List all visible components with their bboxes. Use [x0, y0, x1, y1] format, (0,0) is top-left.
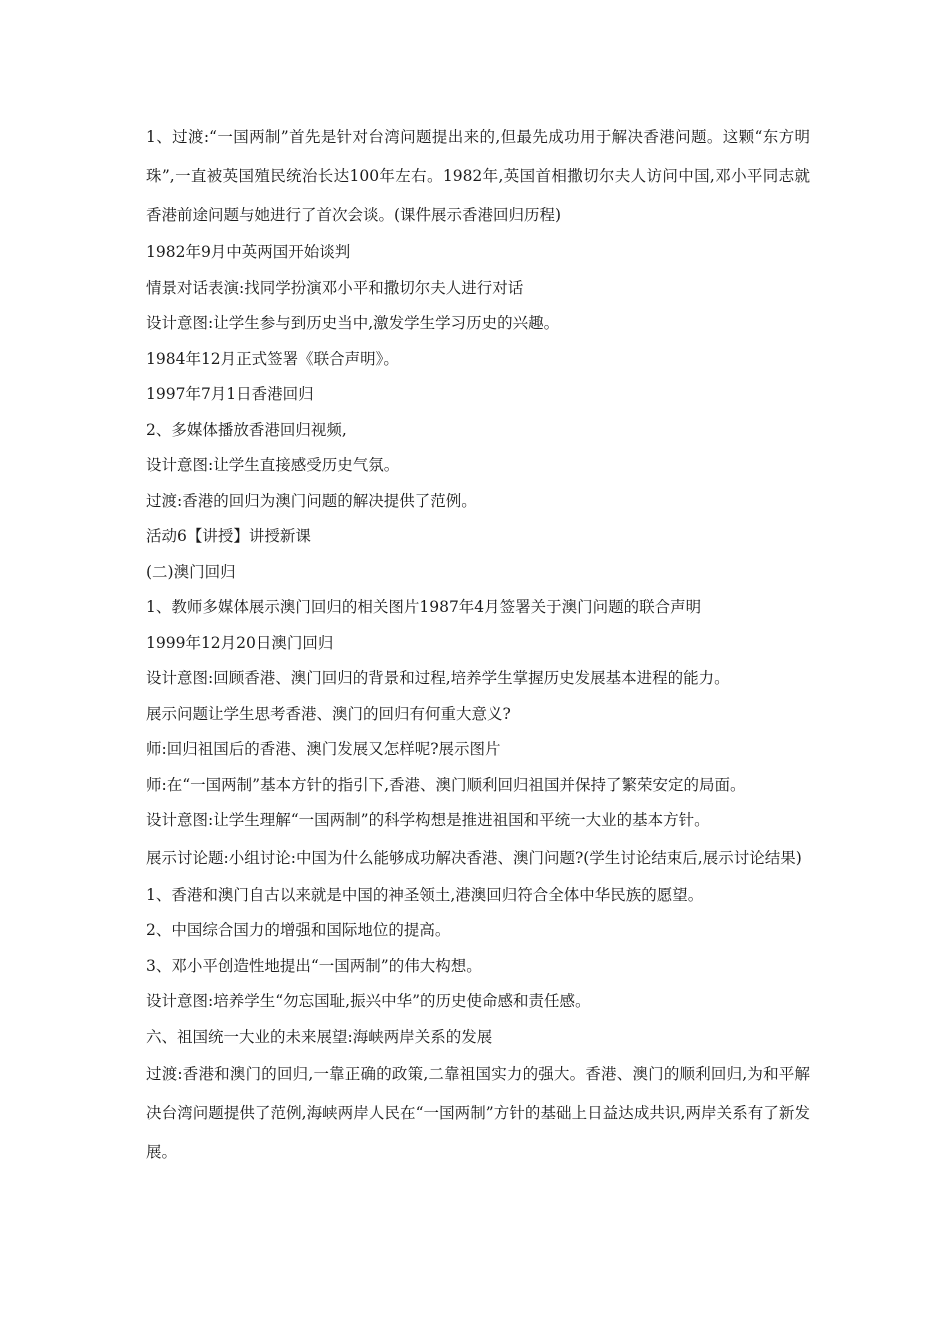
paragraph-transition-macau: 过渡:香港的回归为澳门问题的解决提供了范例。: [146, 491, 477, 510]
paragraph-activity-6: 活动6【讲授】讲授新课: [146, 527, 311, 545]
paragraph-design-intent-1: 设计意图:让学生参与到历史当中,激发学生学习历史的兴趣。: [146, 314, 560, 332]
paragraph-design-intent-3: 设计意图:回顾香港、澳门回归的背景和过程,培养学生掌握历史发展基本进程的能力。: [146, 669, 730, 687]
paragraph-transition-hongkong: 1、过渡:“一国两制”首先是针对台湾问题提出来的,但最先成功用于解决香港问题。这颗“东方明珠”,一直被英国殖民统治长达100年左右。1982年,英国首相撒切尔夫人访问中国,邓小平同志就香港前途问题与她进行了首次会谈。(课件展示香港回归历程): [146, 128, 810, 224]
paragraph-teacher-1: 师:回归祖国后的香港、澳门发展又怎样呢?展示图片: [146, 740, 501, 758]
paragraph-1997-return: 1997年7月1日香港回归: [146, 385, 314, 403]
paragraph-reason-3: 3、邓小平创造性地提出“一国两制”的伟大构想。: [146, 956, 482, 975]
paragraph-design-intent-4: 设计意图:让学生理解“一国两制”的科学构想是推进祖国和平统一大业的基本方针。: [146, 811, 710, 829]
paragraph-1984-declaration: 1984年12月正式签署《联合声明》。: [146, 349, 399, 368]
paragraph-macau-heading: (二)澳门回归: [146, 562, 236, 581]
paragraph-question-significance: 展示问题让学生思考香港、澳门的回归有何重大意义?: [146, 704, 511, 723]
document-page: [146, 118, 810, 1172]
paragraph-reason-1: 1、香港和澳门自古以来就是中国的神圣领土,港澳回归符合全体中华民族的愿望。: [146, 885, 704, 904]
paragraph-reason-2: 2、中国综合国力的增强和国际地位的提高。: [146, 921, 451, 939]
paragraph-macau-1987: 1、教师多媒体展示澳门回归的相关图片1987年4月签署关于澳门问题的联合声明: [146, 598, 702, 616]
paragraph-teacher-2: 师:在“一国两制”基本方针的指引下,香港、澳门顺利回归祖国并保持了繁荣安定的局面。: [146, 775, 746, 794]
paragraph-video: 2、多媒体播放香港回归视频,: [146, 420, 347, 439]
paragraph-discussion: 展示讨论题:小组讨论:中国为什么能够成功解决香港、澳门问题?(学生讨论结束后,展示讨论结果): [146, 848, 802, 867]
paragraph-1999-return: 1999年12月20日澳门回归: [146, 633, 334, 652]
paragraph-role-play: 情景对话表演:找同学扮演邓小平和撒切尔夫人进行对话: [146, 278, 524, 297]
paragraph-transition-taiwan: 过渡:香港和澳门的回归,一靠正确的政策,二靠祖国实力的强大。香港、澳门的顺利回归,为和平解决台湾问题提供了范例,海峡两岸人民在“一国两制”方针的基础上日益达成共识,两岸关系有了新发展。: [146, 1065, 810, 1161]
paragraph-section-six: 六、祖国统一大业的未来展望:海峡两岸关系的发展: [146, 1027, 493, 1046]
paragraph-1982-talks: 1982年9月中英两国开始谈判: [146, 243, 351, 261]
paragraph-design-intent-5: 设计意图:培养学生“勿忘国耻,振兴中华”的历史使命感和责任感。: [146, 992, 591, 1010]
paragraph-design-intent-2: 设计意图:让学生直接感受历史气氛。: [146, 456, 400, 474]
